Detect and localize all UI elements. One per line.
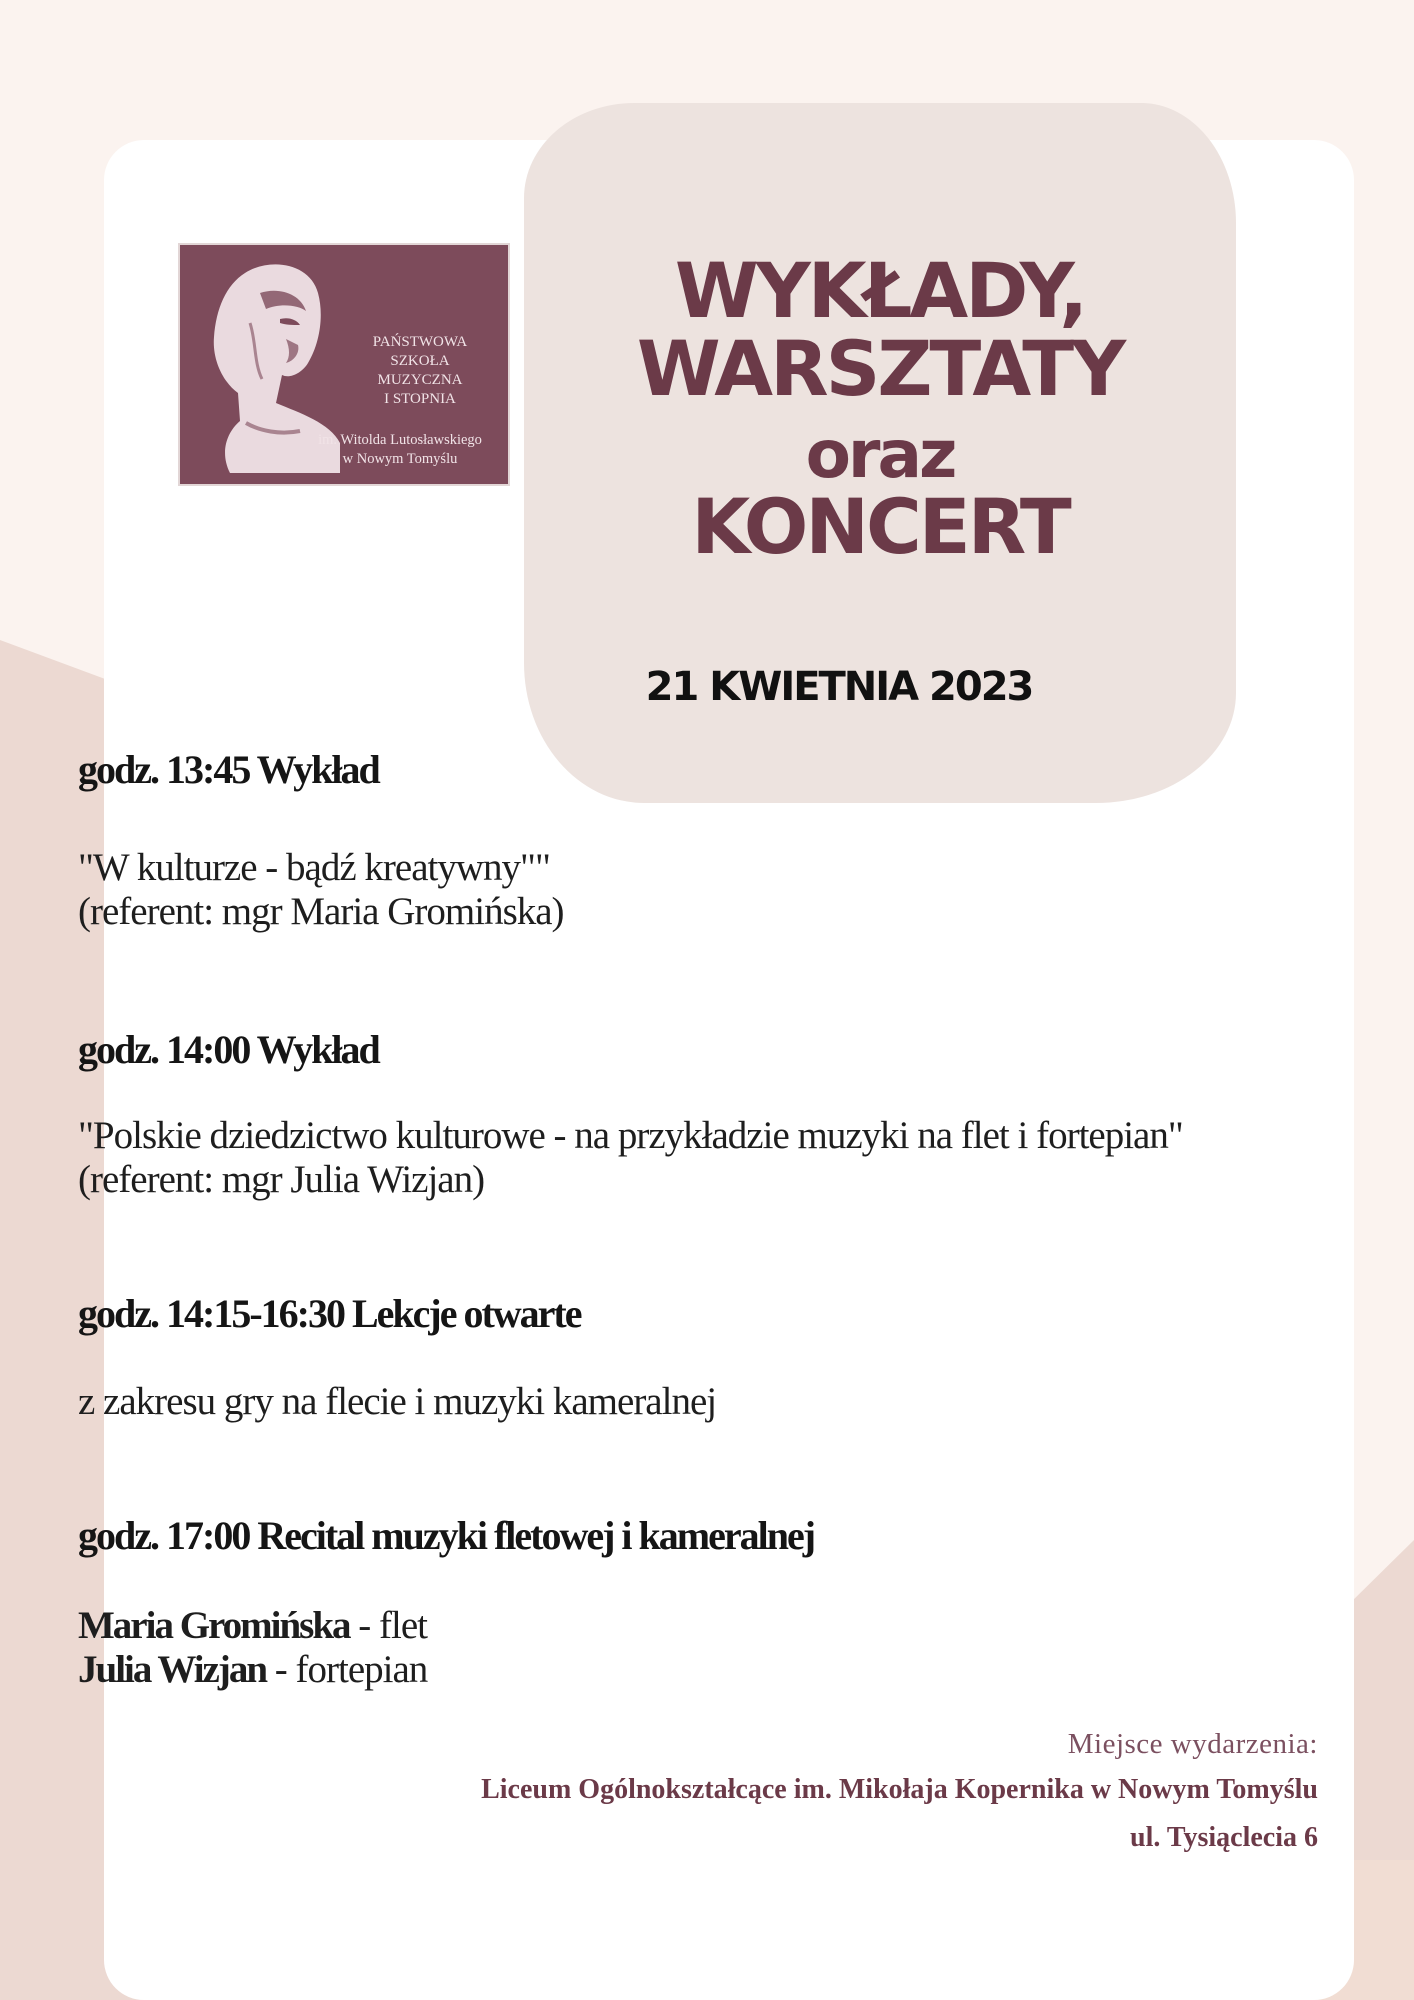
logo-line: SZKOŁA bbox=[390, 353, 450, 369]
title-line: KONCERT bbox=[691, 482, 1069, 571]
performers-list bbox=[78, 1604, 1358, 1692]
schedule-heading: godz. 17:00 Recital muzyki fletowej i kameralnej bbox=[78, 1513, 815, 1558]
schedule-line: (referent: mgr Julia Wizjan) bbox=[78, 1158, 485, 1201]
logo-line: MUZYCZNA bbox=[377, 372, 463, 388]
venue-info bbox=[218, 1722, 1318, 1862]
poster-title bbox=[524, 246, 1236, 572]
school-logo bbox=[178, 243, 510, 486]
schedule-item bbox=[78, 1512, 1358, 1559]
logo-line: PAŃSTWOWA bbox=[372, 334, 468, 350]
performer-name: Maria Gromińska bbox=[78, 1604, 350, 1647]
logo-school-name bbox=[330, 333, 510, 409]
schedule-line: z zakresu gry na flecie i muzyki kameralnej bbox=[78, 1380, 717, 1423]
schedule-heading: godz. 14:00 Wykład bbox=[78, 1027, 379, 1072]
performer-role: - fortepian bbox=[266, 1648, 428, 1691]
schedule-line: "Polskie dziedzictwo kulturowe - na przykładzie muzyki na flet i fortepian" bbox=[78, 1114, 1183, 1157]
performer bbox=[78, 1604, 1358, 1648]
title-line: WARSZTATY bbox=[636, 324, 1124, 413]
venue-label: Miejsce wydarzenia: bbox=[1067, 1728, 1318, 1760]
logo-patron bbox=[290, 431, 510, 469]
schedule-line: (referent: mgr Maria Gromińska) bbox=[78, 890, 564, 933]
schedule-heading: godz. 14:15-16:30 Lekcje otwarte bbox=[78, 1291, 581, 1336]
schedule-item bbox=[78, 1290, 1358, 1337]
schedule-details bbox=[78, 1380, 1358, 1424]
venue-address: ul. Tysiąclecia 6 bbox=[1130, 1822, 1318, 1853]
logo-line: I STOPNIA bbox=[384, 391, 456, 407]
venue-name: Liceum Ogólnokształcące im. Mikołaja Kopernika w Nowym Tomyślu bbox=[481, 1774, 1318, 1805]
logo-line: im. Witolda Lutosławskiego bbox=[318, 432, 482, 448]
schedule-item bbox=[78, 746, 1358, 793]
schedule-details bbox=[78, 1114, 1358, 1202]
performer bbox=[78, 1648, 1358, 1692]
title-line: oraz bbox=[805, 416, 955, 493]
event-date: 21 KWIETNIA 2023 bbox=[645, 664, 1033, 710]
logo-line: w Nowym Tomyślu bbox=[342, 451, 458, 467]
schedule-details bbox=[78, 846, 1358, 934]
schedule-line: "W kulturze - bądź kreatywny"" bbox=[78, 846, 550, 889]
schedule-item bbox=[78, 1026, 1358, 1073]
performer-name: Julia Wizjan bbox=[78, 1648, 267, 1691]
performer-role: - flet bbox=[349, 1604, 427, 1647]
schedule-heading: godz. 13:45 Wykład bbox=[78, 747, 379, 792]
title-line: WYKŁADY, bbox=[674, 246, 1086, 335]
